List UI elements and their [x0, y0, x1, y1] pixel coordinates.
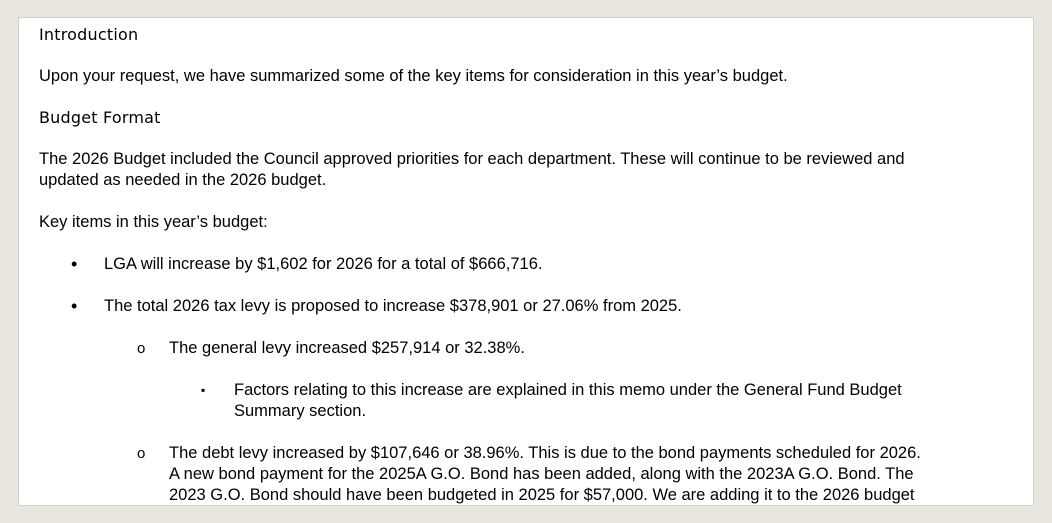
sub-item-general-levy: The general levy increased $257,914 or 32.38%. — [169, 339, 525, 357]
bullet-square-icon: ▪ — [201, 383, 206, 397]
bullet-item-tax-levy: The total 2026 tax levy is proposed to increase $378,901 or 27.06% from 2025. — [104, 297, 682, 315]
intro-paragraph: Upon your request, we have summarized some of the key items for consideration in this year’s budget. — [39, 67, 788, 85]
bullet-circle-icon: o — [137, 445, 146, 462]
paragraph-line: updated as needed in the 2026 budget. — [39, 171, 327, 189]
item-line: 2023 G.O. Bond should have been budgeted in 2025 for $57,000. We are adding it to the 2026 budget — [169, 486, 915, 504]
budget-format-paragraph — [39, 149, 999, 191]
intro-heading: Introduction — [39, 25, 139, 44]
item-line: Summary section. — [234, 402, 367, 420]
item-line: A new bond payment for the 2025A G.O. Bond has been added, along with the 2023A G.O. Bond. The — [169, 465, 914, 483]
item-line: Factors relating to this increase are explained in this memo under the General Fund Budget — [234, 381, 902, 399]
bullet-disc-icon: • — [71, 296, 78, 316]
budget-format-heading: Budget Format — [39, 108, 161, 127]
bullet-circle-icon: o — [137, 340, 146, 357]
item-line: The debt levy increased by $107,646 or 38.96%. This is due to the bond payments scheduled for 2026. — [169, 444, 921, 462]
key-items-intro: Key items in this year’s budget: — [39, 213, 268, 231]
sub-item-debt-levy — [169, 443, 921, 506]
bullet-item-lga: LGA will increase by $1,602 for 2026 for a total of $666,716. — [104, 255, 543, 273]
bullet-disc-icon: • — [71, 254, 78, 274]
paragraph-line: The 2026 Budget included the Council approved priorities for each department. These will continue to be reviewed and — [39, 150, 905, 168]
document-page — [18, 17, 1034, 506]
sub-sub-item-factors — [234, 380, 902, 422]
